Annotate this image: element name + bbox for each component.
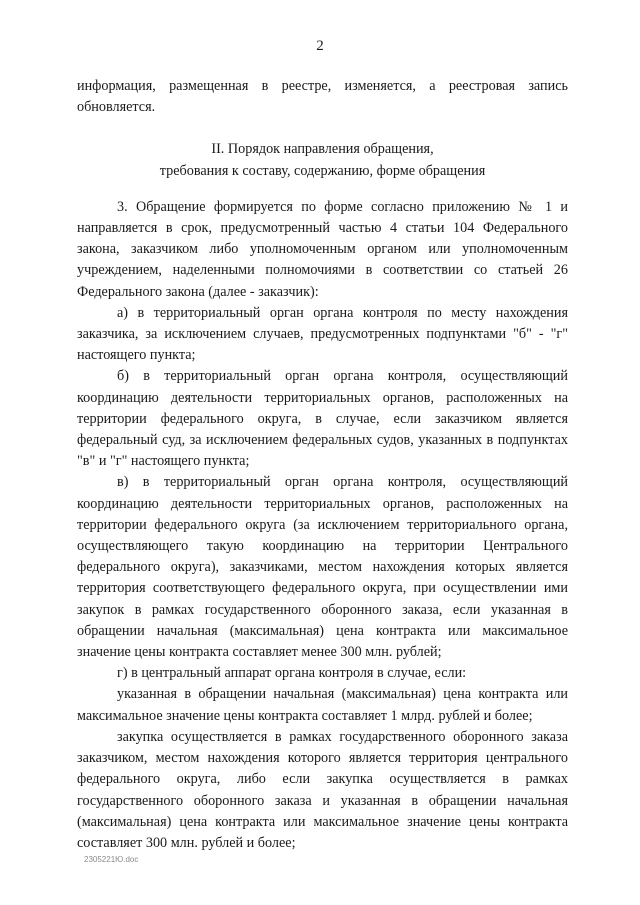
condition-2: закупка осуществляется в рамках государственного оборонного заказа заказчиком, местом нахождения которого является территория центрального федерального округа, либо если закупка осуществляется в рамках государственного оборонного заказа и указанная в обращении начальная (максимальная) цена контракта или максимальное значение цены контракта составляет 300 млн. рублей и более; bbox=[77, 728, 568, 851]
intro-paragraph: информация, размещенная в реестре, изменяется, а реестровая запись обновляется. bbox=[77, 78, 568, 116]
section-heading-line-2: требования к составу, содержанию, форме обращения bbox=[159, 162, 486, 179]
document-body bbox=[77, 76, 568, 854]
paragraph-3: 3. Обращение формируется по форме согласно приложению № 1 и направляется в срок, предусмотренный частью 4 статьи 104 Федерального закона, заказчиком либо уполномоченным органом или уполномоченным учреждением, наделенными полномочиями в соответствии со статьей 26 Федерального закона (далее - заказчик): bbox=[77, 198, 568, 300]
section-heading-line-1: II. Порядок направления обращения, bbox=[211, 141, 434, 158]
footer-file-code: 2305221Ю.doc bbox=[84, 855, 139, 864]
subparagraph-v: в) в территориальный орган органа контроля, осуществляющий координацию деятельности территориальных органов, расположенных на территории федерального округа (за исключением территориального органа, осуществляющего такую координацию на территории Центрального федерального округа), заказчиками, местом нахождения которых является территория соответствующего федерального округа, при осуществлении ими закупок в рамках государственного оборонного заказа, если указанная в обращении начальная (максимальная) цена контракта или максимальное значение цены контракта составляет менее 300 млн. рублей; bbox=[77, 474, 568, 661]
page-number: 2 bbox=[316, 38, 324, 54]
condition-1: указанная в обращении начальная (максимальная) цена контракта или максимальное значение цены контракта составляет 1 млрд. рублей и более; bbox=[77, 686, 568, 724]
subparagraph-b: б) в территориальный орган органа контроля, осуществляющий координацию деятельности территориальных органов, расположенных на территории федерального округа, в случае, если заказчиком является федеральный суд, за исключением федеральных судов, указанных в подпунктах "в" и "г" настоящего пункта; bbox=[77, 368, 568, 470]
section-heading bbox=[77, 139, 568, 181]
subparagraph-g: г) в центральный аппарат органа контроля в случае, если: bbox=[117, 665, 467, 682]
subparagraph-a: а) в территориальный орган органа контроля по месту нахождения заказчика, за исключением случаев, предусмотренных подпунктами "б" - "г" настоящего пункта; bbox=[77, 304, 568, 364]
